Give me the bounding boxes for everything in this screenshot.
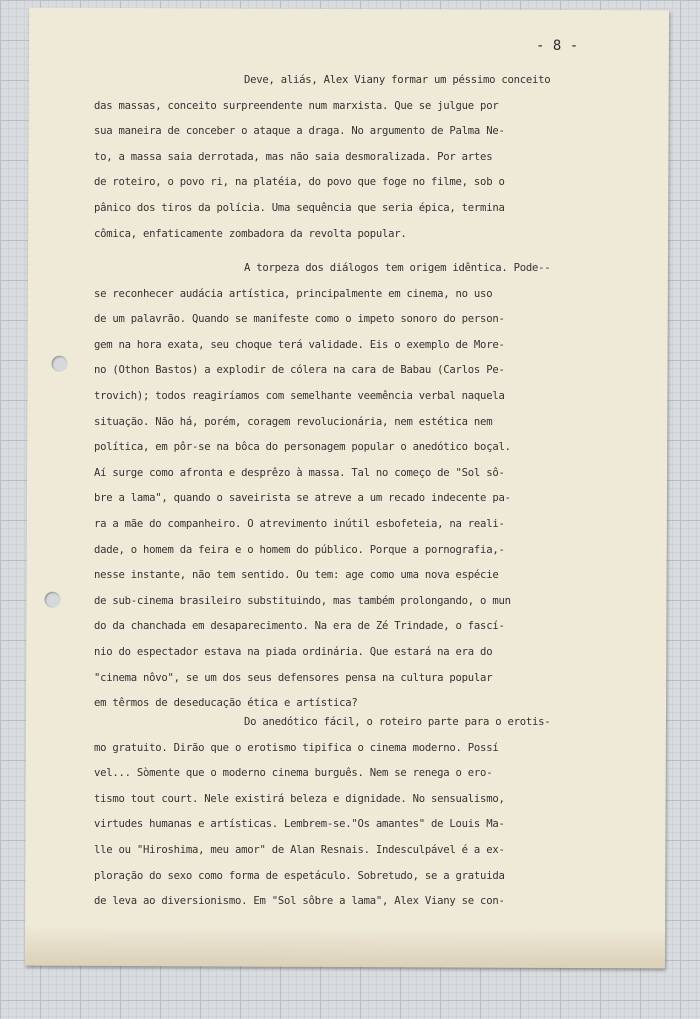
text-line: "cinema nôvo", se um dos seus defensores pensa na cultura popular: [94, 671, 493, 684]
text-line: situação. Não há, porém, coragem revolucionária, nem estética nem: [94, 415, 493, 428]
text-line: nio do espectador estava na piada ordinária. Que estará na era do: [94, 645, 493, 658]
text-line: Deve, aliás, Alex Viany formar um péssimo conceito: [244, 74, 551, 86]
paragraph-2: [94, 256, 684, 717]
text-line: pânico dos tiros da polícia. Uma sequência que seria épica, termina: [94, 201, 505, 214]
text-line: bre a lama", quando o saveirista se atreve a um recado indecente pa-: [94, 492, 511, 505]
text-line: se reconhecer audácia artística, principalmente em cinema, no uso: [94, 287, 493, 300]
text-line: em têrmos de deseducação ética e artística?: [94, 697, 358, 710]
text-line: cômica, enfaticamente zombadora da revolta popular.: [94, 227, 407, 240]
punch-hole-top: [52, 356, 68, 372]
punch-hole-bottom: [44, 592, 60, 608]
text-line: lle ou "Hiroshima, meu amor" de Alan Resnais. Indesculpável é a ex-: [94, 843, 505, 856]
text-line: trovich); todos reagiríamos com semelhante veemência verbal naquela: [94, 389, 505, 402]
text-line: de leva ao diversionismo. Em "Sol sôbre a lama", Alex Viany se con-: [94, 895, 505, 908]
text-line: Do anedótico fácil, o roteiro parte para o erotis-: [244, 716, 551, 728]
text-line: das massas, conceito surpreendente num marxista. Que se julgue por: [94, 99, 499, 112]
text-line: de sub-cinema brasileiro substituindo, mas também prolongando, o mun: [94, 594, 511, 607]
text-line: virtudes humanas e artísticas. Lembrem-se."Os amantes" de Louis Ma-: [94, 818, 505, 831]
text-line: tismo tout court. Nele existirá beleza e dignidade. No sensualismo,: [94, 792, 505, 805]
text-line: de um palavrão. Quando se manifeste como o impeto sonoro do person-: [94, 313, 505, 326]
text-line: do da chanchada em desaparecimento. Na era de Zé Trindade, o fascí-: [94, 620, 505, 633]
paragraph-3: [94, 710, 684, 915]
text-line: A torpeza dos diálogos tem origem idêntica. Pode--: [244, 262, 551, 274]
paragraph-1: [94, 68, 684, 247]
page-number: - 8 -: [536, 38, 579, 54]
text-line: nesse instante, não tem sentido. Ou tem: age como uma nova espécie: [94, 569, 499, 582]
text-line: política, em pôr-se na bôca do personagem popular o anedótico boçal.: [94, 441, 511, 454]
text-line: dade, o homem da feira e o homem do público. Porque a pornografia,-: [94, 543, 505, 556]
text-line: no (Othon Bastos) a explodir de cólera na cara de Babau (Carlos Pe-: [94, 364, 505, 377]
text-line: vel... Sòmente que o moderno cinema burguês. Nem se renega o ero-: [94, 767, 493, 780]
text-line: ploração do sexo como forma de espetáculo. Sobretudo, se a gratuida: [94, 869, 505, 882]
text-line: ra a mãe do companheiro. O atrevimento inútil esbofeteia, na reali-: [94, 517, 505, 530]
text-line: sua maneira de conceber o ataque a draga. No argumento de Palma Ne-: [94, 125, 505, 138]
text-line: to, a massa saia derrotada, mas não saia desmoralizada. Por artes: [94, 150, 493, 163]
text-line: gem na hora exata, seu choque terá validade. Eis o exemplo de More-: [94, 338, 505, 351]
text-line: Aí surge como afronta e desprêzo à massa. Tal no começo de "Sol sô-: [94, 466, 505, 479]
text-line: de roteiro, o povo ri, na platéia, do povo que foge no filme, sob o: [94, 176, 505, 189]
text-line: mo gratuito. Dirão que o erotismo tipifica o cinema moderno. Possí: [94, 741, 499, 754]
